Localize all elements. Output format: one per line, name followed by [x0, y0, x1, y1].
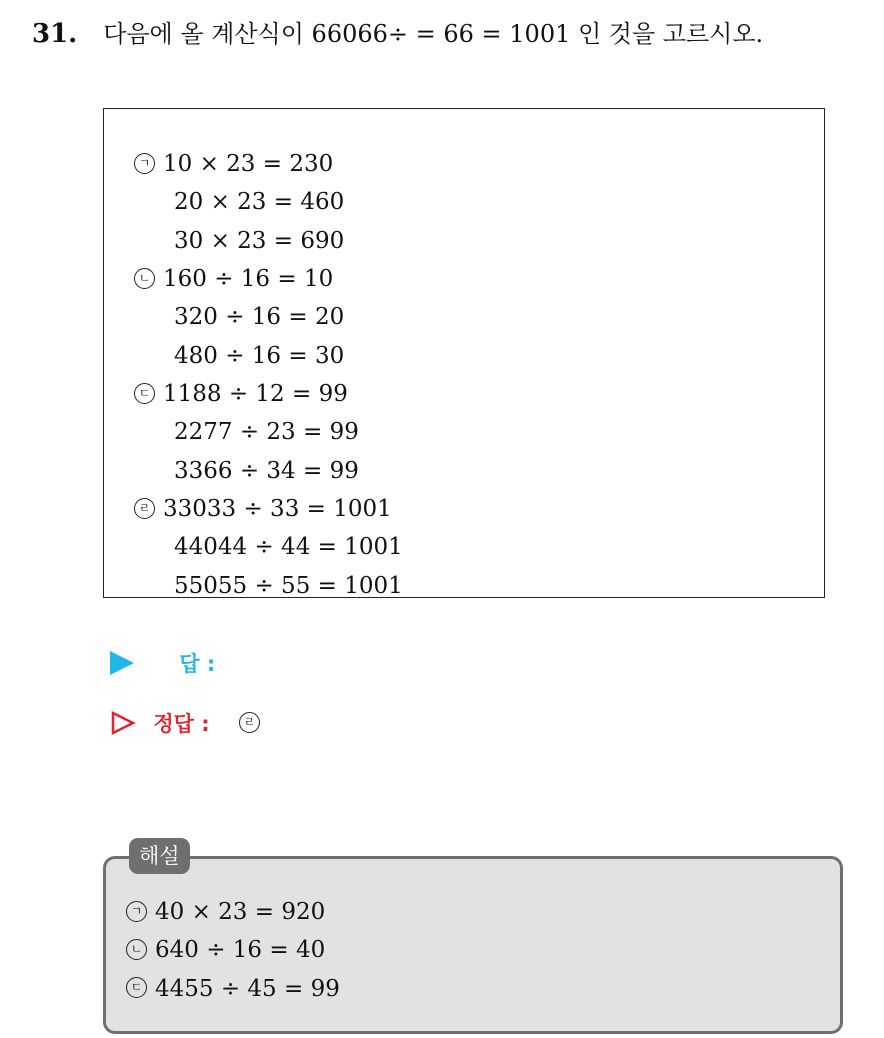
correct-answer-marker: ㄹ	[239, 712, 260, 733]
equation: 320 ÷ 16 = 20	[174, 304, 345, 331]
equation: 10 × 23 = 230	[163, 151, 334, 177]
choice-marker: ㄹ	[134, 498, 155, 519]
choice-group-2	[134, 260, 344, 375]
answer-label: 답 :	[179, 652, 216, 676]
correct-answer-label: 정답 :	[153, 712, 210, 736]
explanation-equation: 40 × 23 = 920	[155, 899, 326, 925]
equation: 33033 ÷ 33 = 1001	[163, 496, 392, 522]
explanation-marker: ㄴ	[126, 939, 147, 960]
choice-marker: ㄱ	[134, 153, 155, 174]
choice-group-1	[134, 145, 344, 260]
equation: 30 × 23 = 690	[174, 227, 345, 254]
explanation-equation: 640 ÷ 16 = 40	[155, 937, 326, 964]
explanation-title: 해설	[129, 838, 190, 874]
question-text: 다음에 올 계산식이 66066÷ = 66 = 1001 인 것을 고르시오.	[103, 20, 764, 48]
explanation-box	[103, 856, 843, 1034]
triangle-outline-icon	[110, 710, 136, 736]
choices-box	[103, 108, 825, 598]
equation: 20 × 23 = 460	[174, 189, 345, 216]
explanation-marker: ㄷ	[126, 977, 147, 998]
equation: 480 ÷ 16 = 30	[174, 342, 345, 369]
choice-marker: ㄷ	[134, 383, 155, 404]
triangle-filled-icon	[110, 651, 134, 675]
question-number: 31.	[32, 19, 78, 49]
equation: 55055 ÷ 55 = 1001	[174, 572, 403, 599]
correct-answer-value	[239, 711, 268, 735]
correct-answer-row	[110, 708, 268, 738]
choice-group-4	[134, 490, 403, 605]
choice-group-3	[134, 375, 359, 490]
equation: 1188 ÷ 12 = 99	[163, 381, 348, 407]
explanation-lines	[126, 893, 340, 1008]
explanation-marker: ㄱ	[126, 901, 147, 922]
question	[32, 14, 763, 49]
explanation-equation: 4455 ÷ 45 = 99	[155, 975, 340, 1002]
equation: 160 ÷ 16 = 10	[163, 266, 334, 292]
equation: 3366 ÷ 34 = 99	[174, 457, 359, 484]
answer-row	[110, 648, 215, 678]
choice-marker: ㄴ	[134, 268, 155, 289]
equation: 44044 ÷ 44 = 1001	[174, 534, 403, 561]
equation: 2277 ÷ 23 = 99	[174, 419, 359, 446]
